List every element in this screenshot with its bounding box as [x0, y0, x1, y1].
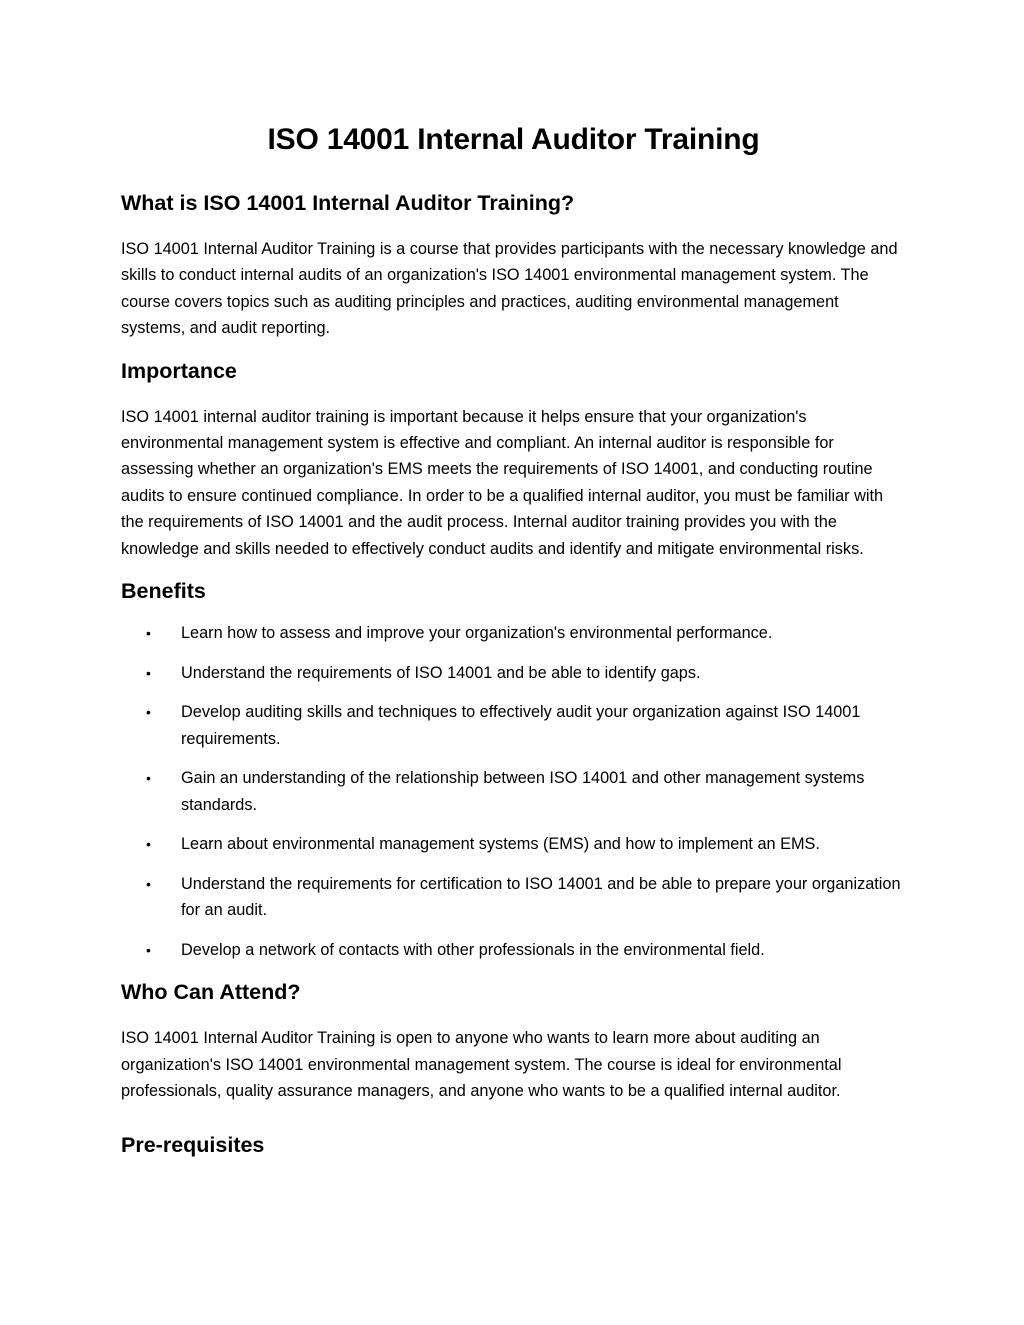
list-item-text: Develop auditing skills and techniques to effectively audit your organization against ISO 14001 requirements. [181, 703, 861, 748]
section-body-importance: ISO 14001 internal auditor training is important because it helps ensure that your organization's environmental management system is effective and compliant. An internal auditor is responsible for assessing whether an organization's EMS meets the requirements of ISO 14001, and conducting routine audits to ensure continued compliance. In order to be a qualified internal auditor, you must be familiar with the requirements of ISO 14001 and the audit process. Internal auditor training provides you with the knowledge and skills needed to effectively conduct audits and identify and mitigate environmental risks. [121, 407, 884, 558]
bullet-icon: • [146, 836, 151, 853]
list-item-text: Understand the requirements of ISO 14001 and be able to identify gaps. [181, 663, 701, 682]
list-item-text: Learn about environmental management systems (EMS) and how to implement an EMS. [181, 835, 820, 854]
section-body-who: ISO 14001 Internal Auditor Training is open to anyone who wants to learn more about auditing an organization's ISO 14001 environmental management system. The course is ideal for environmental professionals, quality assurance managers, and anyone who wants to be a qualified internal auditor. [121, 1029, 842, 1101]
section-body-what: ISO 14001 Internal Auditor Training is a course that provides participants with the necessary knowledge and skills to conduct internal audits of an organization's ISO 14001 environmental management system. The course covers topics such as auditing principles and practices, auditing environmental management systems, and audit reporting. [121, 240, 898, 338]
bullet-icon: • [146, 625, 151, 642]
list-item-text: Develop a network of contacts with other professionals in the environmental field. [181, 940, 765, 959]
list-item-text: Understand the requirements for certification to ISO 14001 and be able to prepare your organization for an audit. [181, 874, 901, 920]
section-heading-prerequisites: Pre-requisites [121, 1133, 265, 1158]
document-page [121, 118, 906, 1160]
bullet-icon: • [146, 941, 151, 958]
bullet-icon: • [146, 704, 151, 721]
section-heading-what: What is ISO 14001 Internal Auditor Training? [121, 191, 575, 215]
section-heading-importance: Importance [121, 358, 237, 383]
document-title: ISO 14001 Internal Auditor Training [267, 123, 760, 156]
list-item [121, 765, 906, 818]
list-item [121, 699, 906, 752]
list-item [121, 620, 906, 646]
list-item-text: Gain an understanding of the relationship between ISO 14001 and other management systems standards. [181, 769, 865, 814]
section-heading-who: Who Can Attend? [121, 980, 301, 1005]
bullet-icon: • [146, 664, 151, 681]
list-item [121, 831, 906, 857]
bullet-icon: • [146, 875, 151, 892]
list-item [121, 871, 906, 924]
list-item-text: Learn how to assess and improve your organization's environmental performance. [181, 624, 773, 643]
list-item [121, 660, 906, 686]
bullet-icon: • [146, 770, 151, 787]
benefits-list [121, 620, 906, 963]
section-heading-benefits: Benefits [121, 579, 206, 604]
list-item [121, 937, 906, 963]
